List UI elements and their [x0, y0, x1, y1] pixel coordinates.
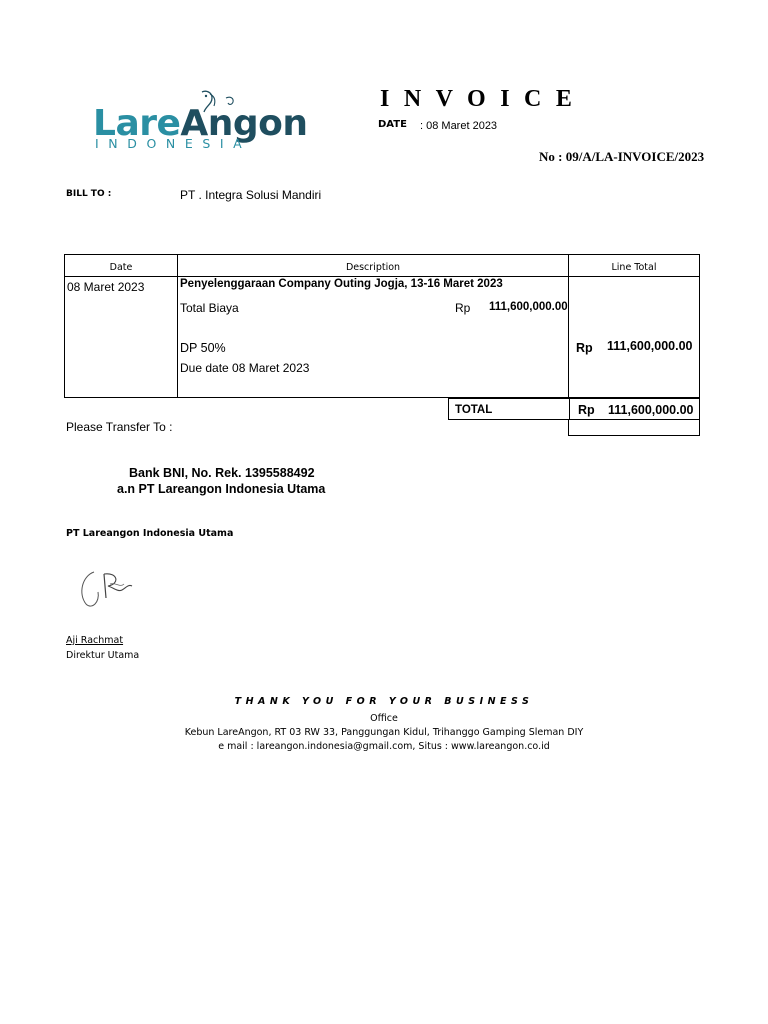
total-biaya-label: Total Biaya	[180, 301, 239, 315]
header-line-total: Line Total	[611, 262, 657, 273]
total-biaya-currency: Rp	[455, 301, 471, 315]
bank-info: Bank BNI, No. Rek. 1395588492	[129, 466, 315, 480]
total-empty-cell	[568, 420, 700, 436]
transfer-label: Please Transfer To :	[66, 420, 173, 434]
line-total: 111,600,000.00	[607, 339, 693, 353]
invoice-number: No : 09/A/LA-INVOICE/2023	[539, 149, 705, 164]
due-date: Due date 08 Maret 2023	[180, 361, 310, 375]
bill-to-label: BILL TO :	[66, 189, 112, 199]
total-value: 111,600,000.00	[608, 403, 694, 417]
logo-figure-icon	[196, 88, 244, 118]
invoice-table	[64, 254, 700, 398]
logo-subtitle: INDONESIA	[95, 136, 252, 151]
signer-position: Direktur Utama	[66, 650, 140, 661]
logo-text-lare: Lare	[93, 103, 181, 144]
total-biaya-value: 111,600,000.00	[489, 301, 568, 313]
header-description: Description	[345, 262, 401, 273]
row-description-title: Penyelenggaraan Company Outing Jogja, 13-16 Maret 2023	[180, 278, 503, 290]
date-value: : 08 Maret 2023	[420, 120, 498, 132]
header-date: Date	[109, 262, 133, 273]
thank-you-text: THANK YOU FOR YOUR BUSINESS	[234, 696, 534, 707]
office-contact: e mail : lareangon.indonesia@gmail.com, Situs : www.lareangon.co.id	[218, 741, 550, 752]
invoice-title: INVOICE	[380, 86, 587, 112]
signer-name: Aji Rachmat	[66, 635, 124, 646]
signature-company: PT Lareangon Indonesia Utama	[66, 528, 234, 539]
account-name: a.n PT Lareangon Indonesia Utama	[117, 482, 326, 496]
table-header-divider	[65, 276, 699, 277]
total-currency: Rp	[578, 403, 595, 417]
date-label: DATE	[378, 119, 407, 130]
total-label: TOTAL	[455, 404, 493, 416]
office-label: Office	[370, 713, 398, 724]
total-divider	[569, 399, 570, 419]
line-currency: Rp	[576, 341, 593, 355]
signature-image	[74, 562, 144, 618]
office-address: Kebun LareAngon, RT 03 RW 33, Panggungan Kidul, Trihanggo Gamping Sleman DIY	[184, 727, 584, 738]
row-date: 08 Maret 2023	[67, 280, 145, 294]
dp-label: DP 50%	[180, 341, 226, 355]
total-row	[448, 398, 700, 420]
logo-text-angon: Angon	[180, 103, 308, 144]
bill-to-value: PT . Integra Solusi Mandiri	[180, 188, 322, 202]
